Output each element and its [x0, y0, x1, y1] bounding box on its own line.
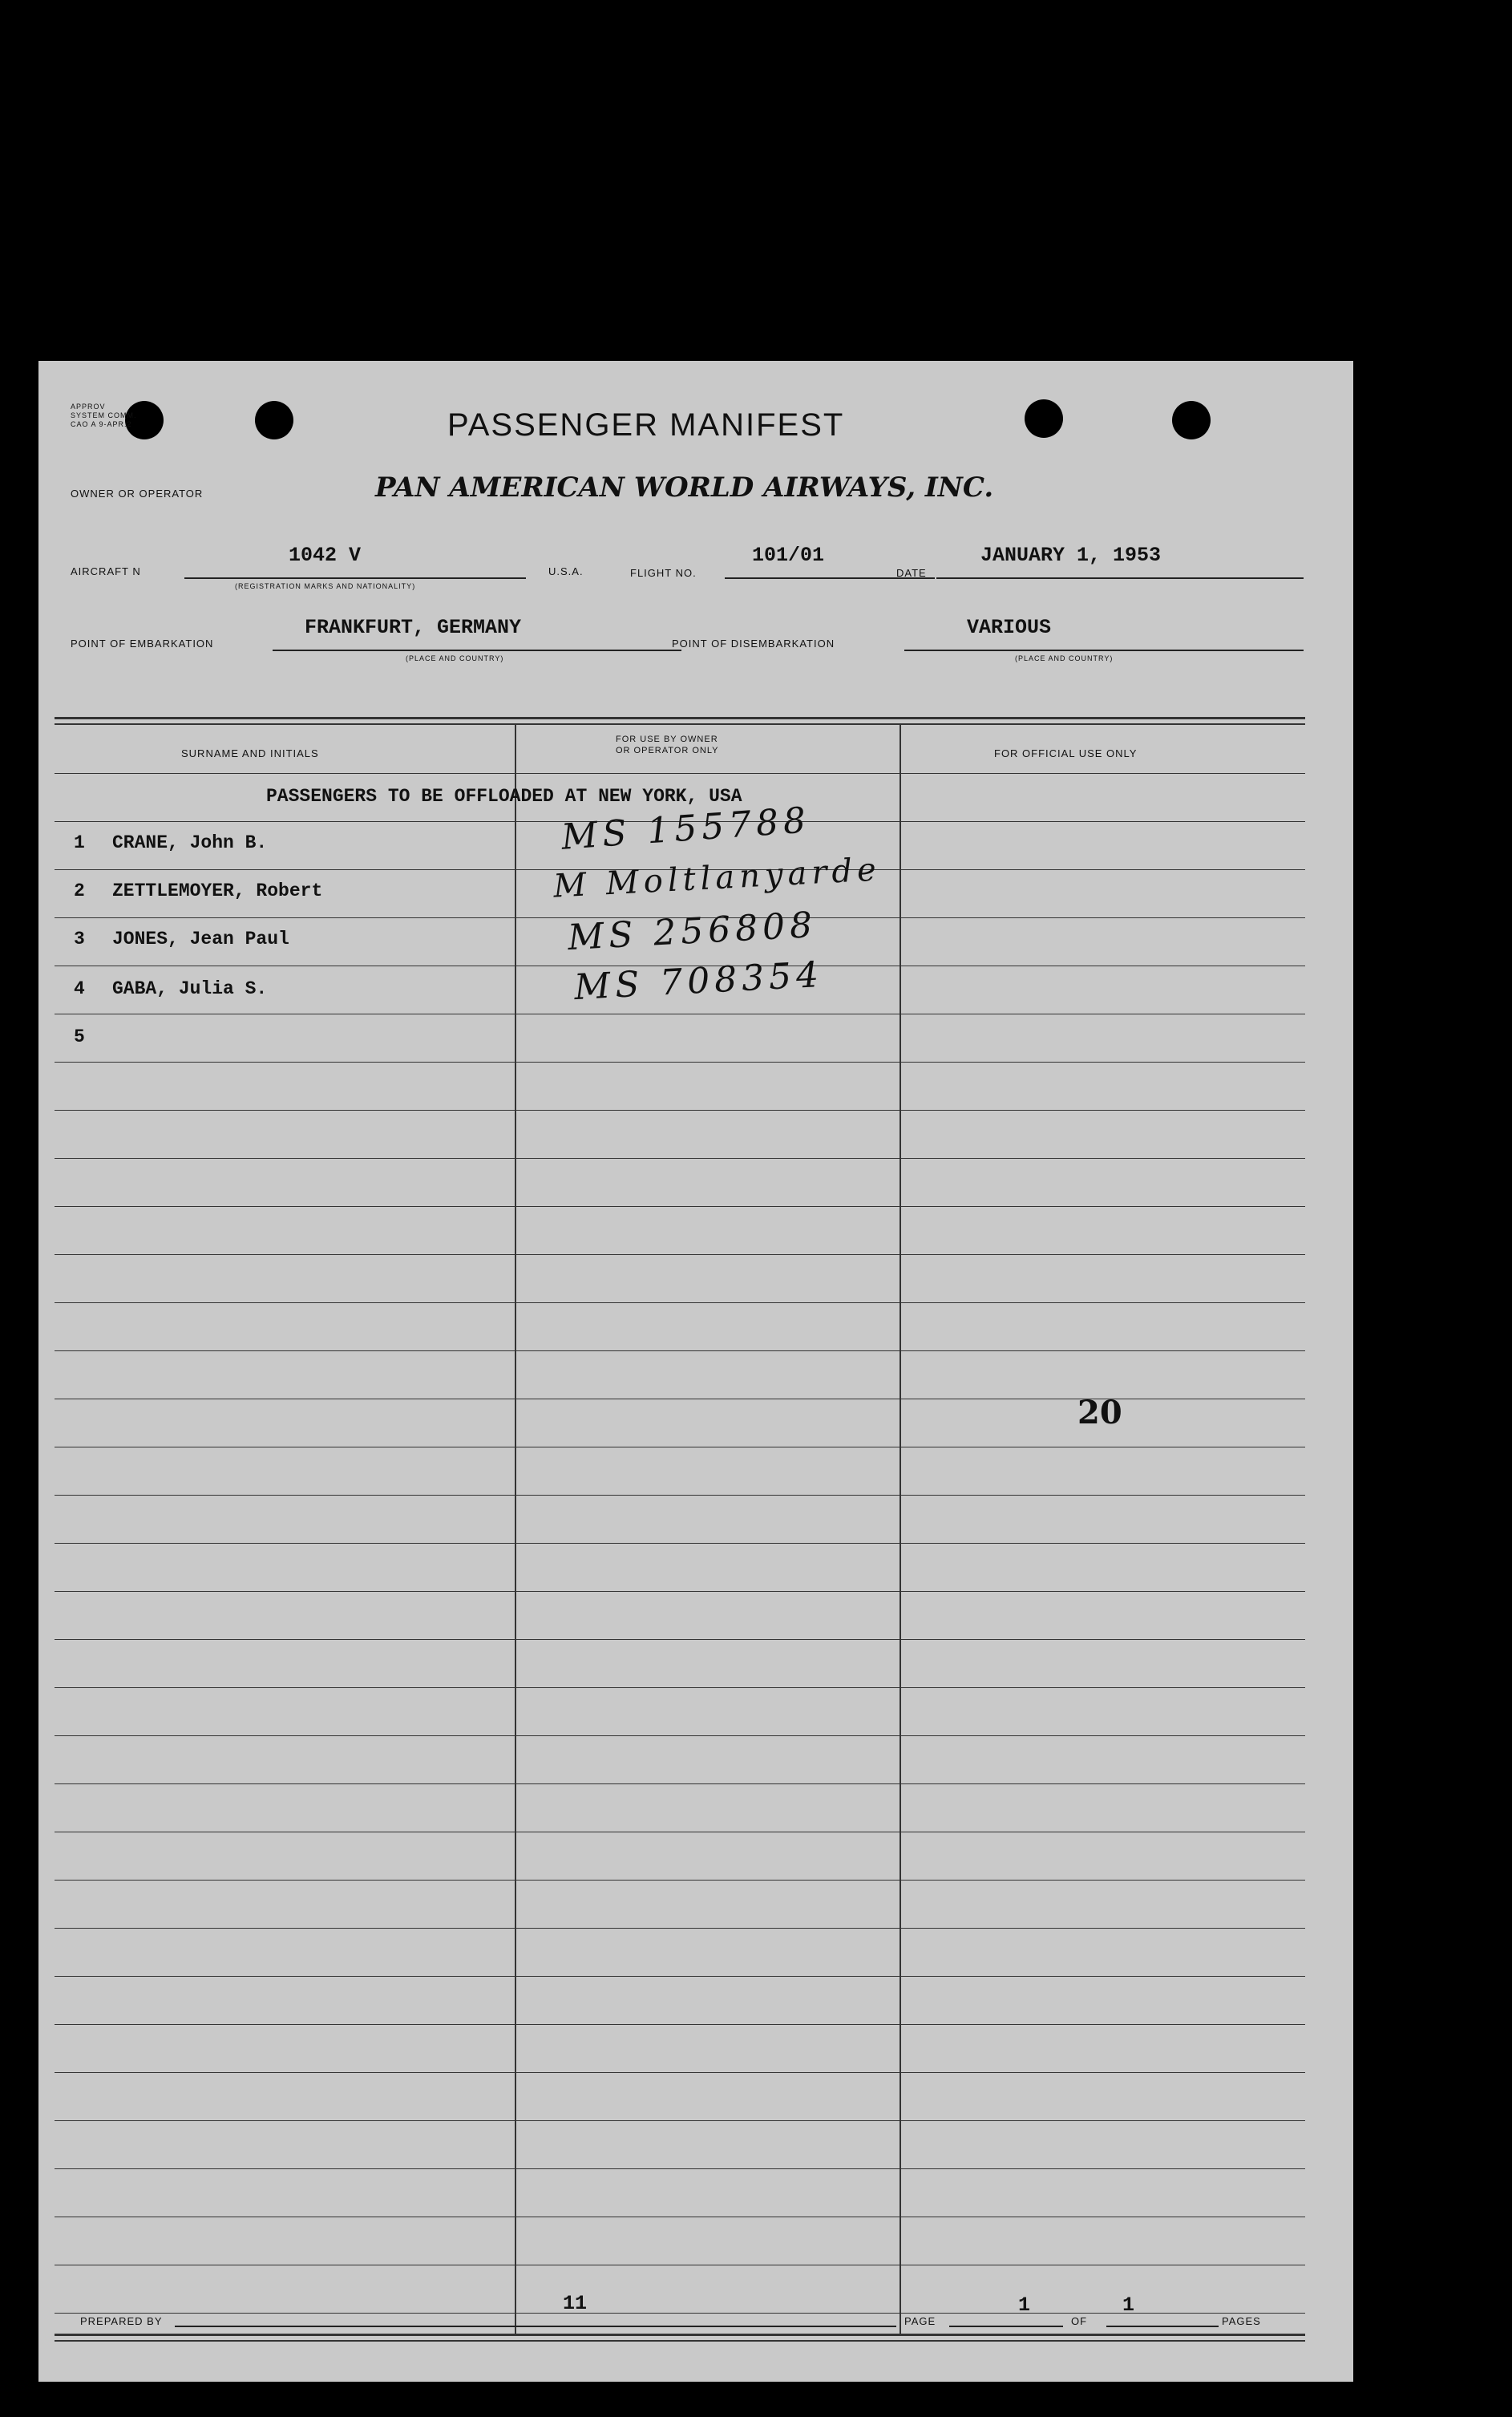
row-rule — [55, 773, 1305, 774]
passenger-name: ZETTLEMOYER, Robert — [112, 881, 323, 901]
col-operator-header-2: OR OPERATOR ONLY — [616, 746, 719, 755]
punch-hole — [1025, 399, 1063, 438]
passenger-name: JONES, Jean Paul — [112, 929, 289, 949]
total-pages-value: 1 — [1122, 2294, 1135, 2317]
punch-hole — [255, 401, 293, 439]
row-rule — [55, 1495, 1305, 1496]
aircraft-value: 1042 V — [289, 544, 362, 567]
row-rule — [55, 1880, 1305, 1881]
prepared-value: 11 — [563, 2292, 588, 2315]
row-number: 2 — [74, 881, 85, 901]
prepared-underline — [175, 2326, 896, 2327]
official-number: 20 — [1077, 1394, 1122, 1431]
page-underline — [949, 2326, 1063, 2327]
row-rule — [55, 1591, 1305, 1592]
row-rule — [55, 1254, 1305, 1255]
handwritten-note: MS 155788 — [560, 800, 812, 858]
pages-label: PAGES — [1222, 2315, 1261, 2327]
owner-label: OWNER OR OPERATOR — [71, 488, 204, 500]
table-bottom-rule — [55, 2334, 1305, 2336]
row-rule — [55, 1735, 1305, 1736]
row-rule — [55, 1110, 1305, 1111]
row-number: 5 — [74, 1026, 85, 1047]
aircraft-caption: (REGISTRATION MARKS AND NATIONALITY) — [235, 582, 416, 590]
table-top-rule — [55, 723, 1305, 725]
approval-line: SYSTEM COMM. — [71, 411, 137, 419]
row-rule — [55, 2168, 1305, 2169]
col-official-header: FOR OFFICIAL USE ONLY — [994, 747, 1138, 759]
row-rule — [55, 1302, 1305, 1303]
row-rule — [55, 1062, 1305, 1063]
approval-line: APPROV — [71, 403, 106, 411]
aircraft-label: AIRCRAFT N — [71, 565, 141, 577]
offload-banner: PASSENGERS TO BE OFFLOADED AT NEW YORK, USA — [266, 786, 742, 807]
page-value: 1 — [1018, 2294, 1031, 2317]
row-rule — [55, 1687, 1305, 1688]
table-bottom-rule — [55, 2340, 1305, 2342]
row-rule — [55, 1928, 1305, 1929]
handwritten-note: M Moltlanyarde — [552, 851, 882, 905]
table-top-rule — [55, 717, 1305, 719]
embark-caption: (PLACE AND COUNTRY) — [406, 654, 504, 662]
row-number: 1 — [74, 832, 85, 853]
row-rule — [55, 2120, 1305, 2121]
flight-label: FLIGHT NO. — [630, 567, 697, 579]
flight-value: 101/01 — [752, 544, 825, 567]
aircraft-underline — [184, 577, 526, 579]
embark-value: FRANKFURT, GERMANY — [305, 616, 522, 639]
date-underline — [936, 577, 1304, 579]
manifest-sheet — [38, 361, 1353, 2382]
usa-label: U.S.A. — [548, 565, 584, 577]
col-operator-header-1: FOR USE BY OWNER — [616, 735, 718, 744]
row-rule — [55, 2024, 1305, 2025]
page-label: PAGE — [904, 2315, 936, 2327]
passenger-name: CRANE, John B. — [112, 832, 268, 853]
row-rule — [55, 1976, 1305, 1977]
row-rule — [55, 2072, 1305, 2073]
col-surname-header: SURNAME AND INITIALS — [181, 747, 319, 759]
row-rule — [55, 1350, 1305, 1351]
date-label: DATE — [896, 567, 927, 579]
row-rule — [55, 2313, 1305, 2314]
prepared-label: PREPARED BY — [80, 2315, 163, 2327]
row-rule — [55, 1206, 1305, 1207]
row-rule — [55, 1158, 1305, 1159]
embark-label: POINT OF EMBARKATION — [71, 638, 214, 650]
disembark-caption: (PLACE AND COUNTRY) — [1015, 654, 1114, 662]
disembark-label: POINT OF DISEMBARKATION — [672, 638, 835, 650]
approval-line: CAO A 9-APR.2 — [71, 420, 132, 428]
handwritten-note: MS 256808 — [566, 904, 819, 959]
total-underline — [1106, 2326, 1219, 2327]
passenger-name: GABA, Julia S. — [112, 978, 268, 999]
approval-block — [71, 403, 137, 429]
row-rule — [55, 1543, 1305, 1544]
row-rule — [55, 1639, 1305, 1640]
row-rule — [55, 1783, 1305, 1784]
row-number: 3 — [74, 929, 85, 949]
disembark-underline — [904, 650, 1304, 651]
disembark-value: VARIOUS — [967, 616, 1052, 639]
date-value: JANUARY 1, 1953 — [980, 544, 1162, 567]
of-label: OF — [1071, 2315, 1088, 2327]
row-number: 4 — [74, 978, 85, 999]
operator-name: PAN AMERICAN WORLD AIRWAYS, INC. — [375, 472, 994, 504]
form-title: PASSENGER MANIFEST — [447, 407, 845, 443]
punch-hole — [1172, 401, 1211, 439]
embark-underline — [273, 650, 681, 651]
handwritten-note: MS 708354 — [572, 953, 825, 1009]
